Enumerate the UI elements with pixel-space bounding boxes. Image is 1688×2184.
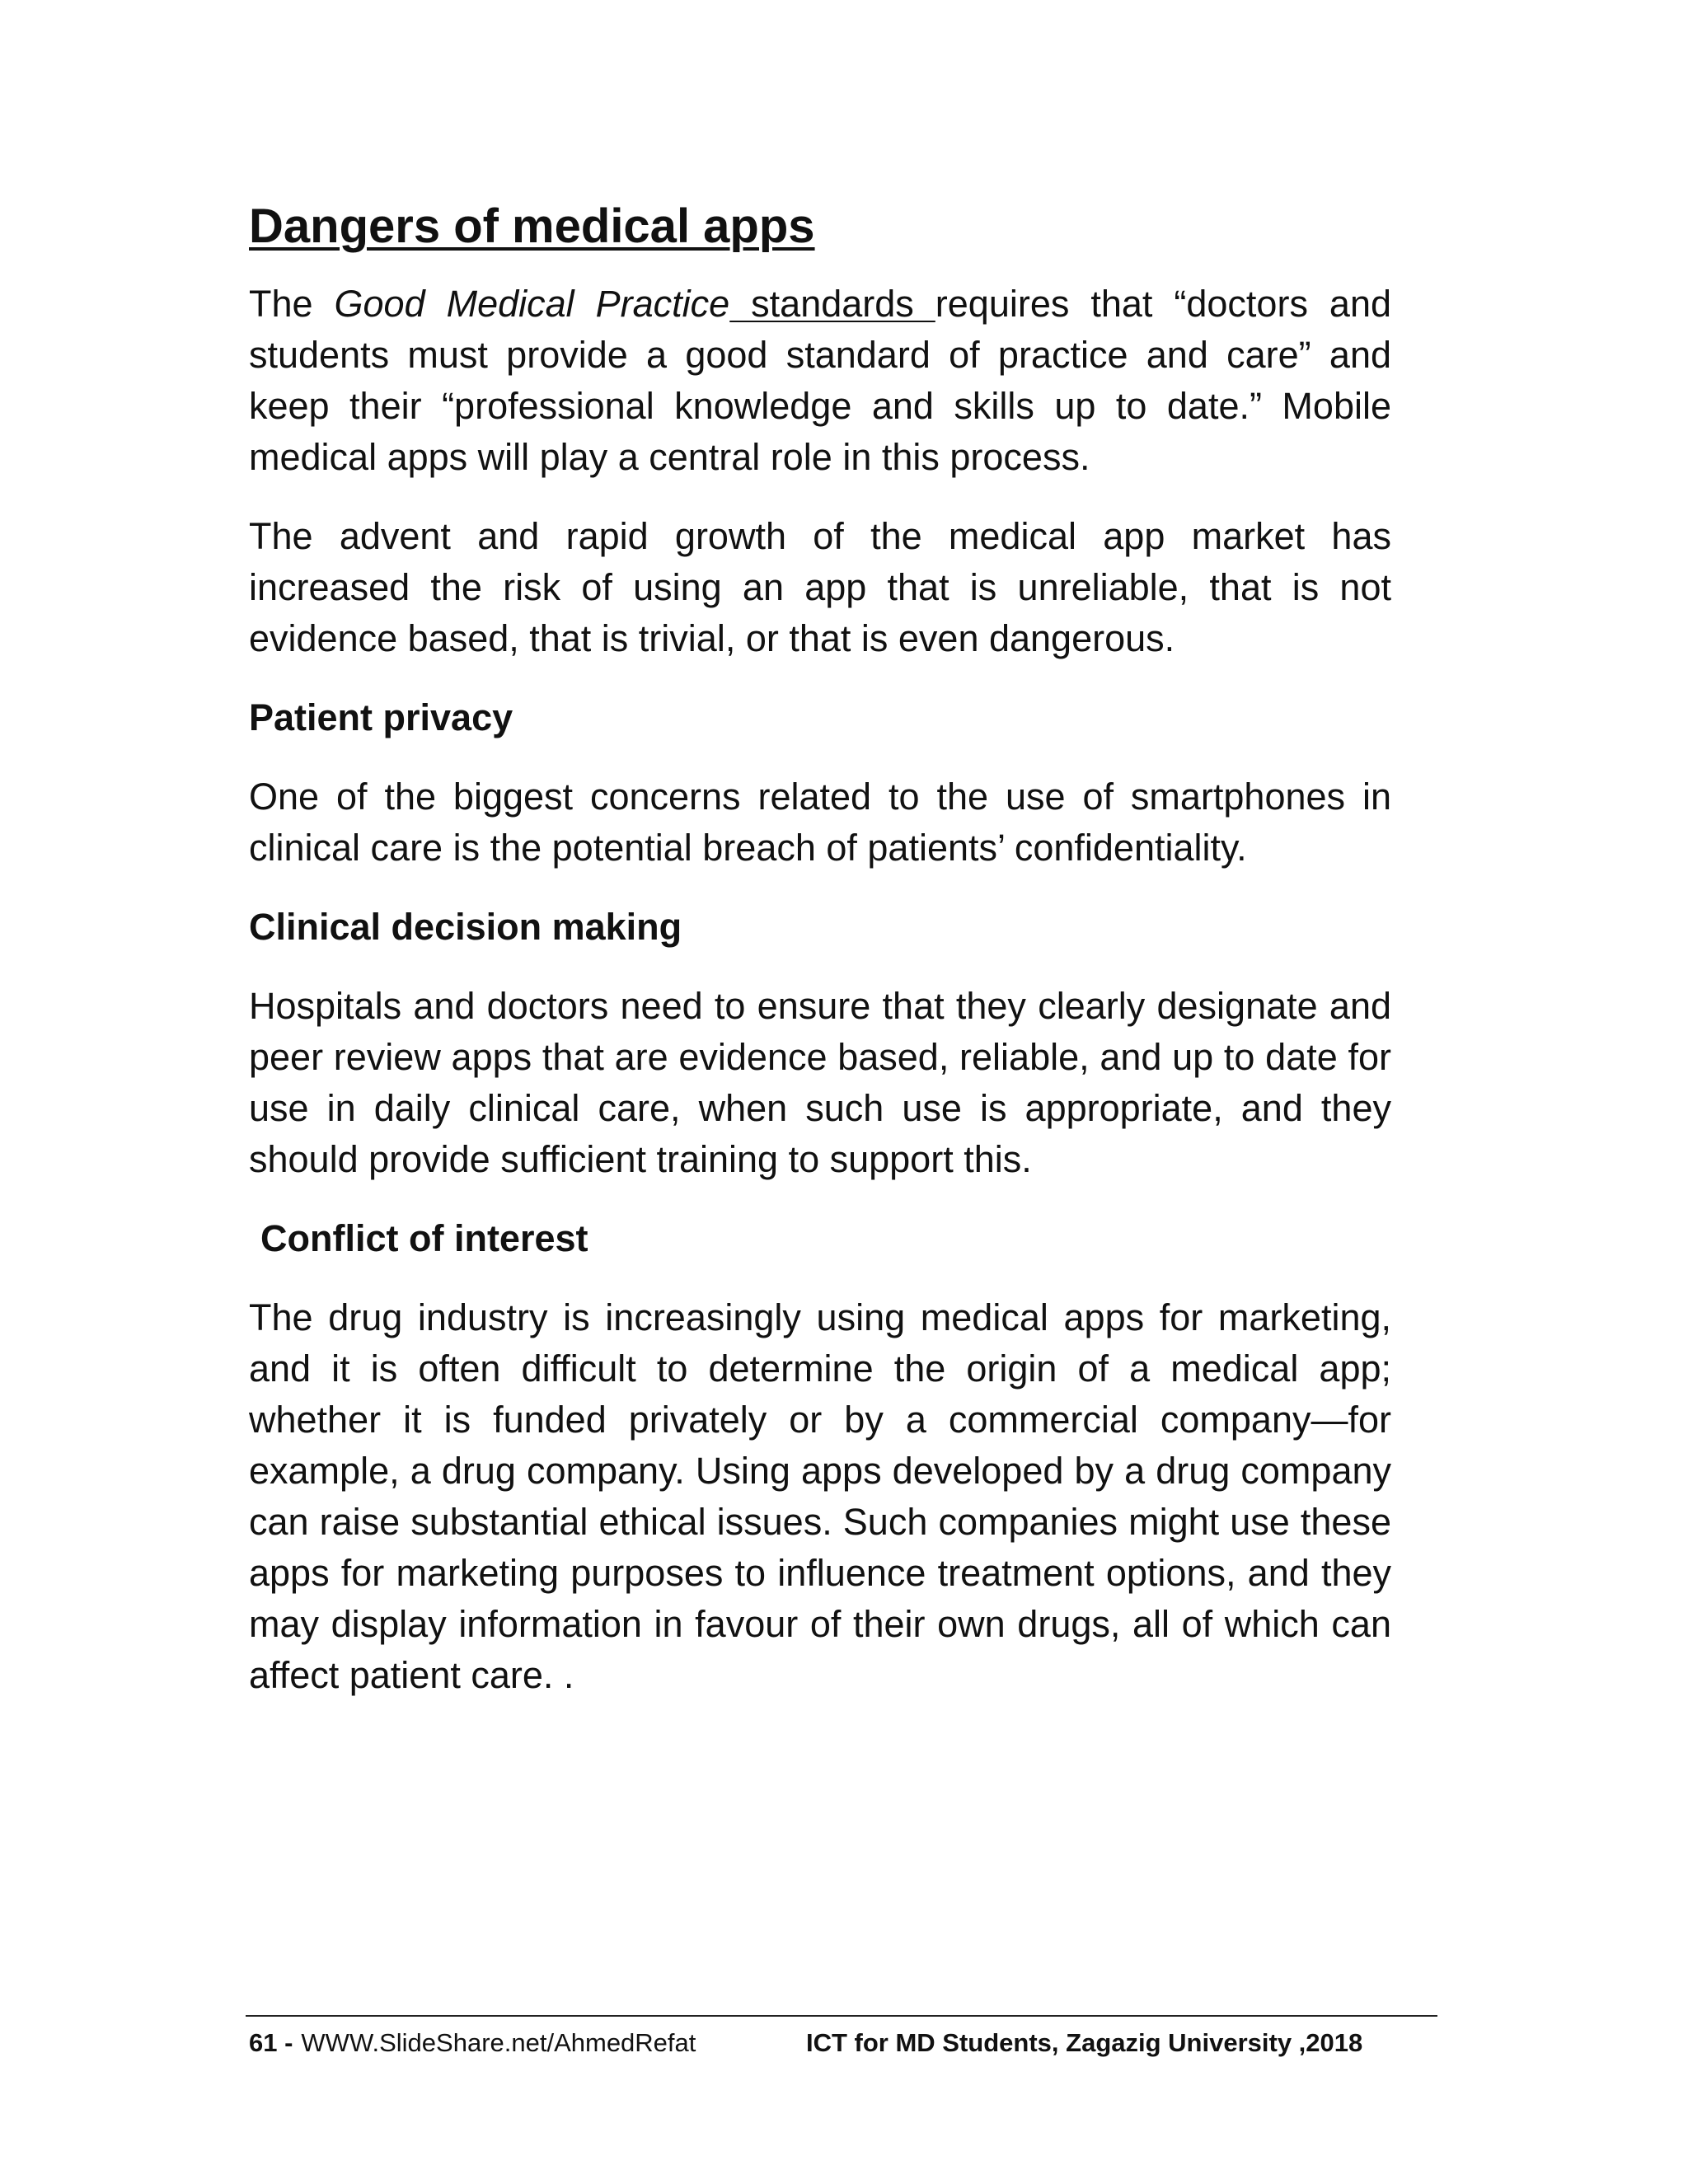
conflict-of-interest-paragraph: The drug industry is increasingly using medical apps for marketing, and it is often difficult to determine the origin of a medical app; whether it is funded privately or by a commercial company—for example, a drug company. Using apps developed by a drug company can raise substantial ethical issues. Such companies might use these apps for marketing purposes to influence treatment options, and they may display information in favour of their own drugs, all of which can affect patient care. . xyxy=(249,1296,1391,1696)
footer-source-link: WWW.SlideShare.net/AhmedRefat xyxy=(301,2028,696,2057)
patient-privacy-heading: Patient privacy xyxy=(249,696,513,738)
page-number: 61 - xyxy=(249,2028,293,2057)
page-content xyxy=(249,198,1391,1701)
market-growth-paragraph: The advent and rapid growth of the medical app market has increased the risk of using an app that is unreliable, that is not evidence based, that is trivial, or that is even dangerous. xyxy=(249,515,1391,659)
intro-lead: The xyxy=(249,283,335,325)
footer-divider xyxy=(246,2015,1437,2017)
footer-course-title: ICT for MD Students, Zagazig University ,2018 xyxy=(806,2028,1363,2057)
conflict-of-interest-heading: Conflict of interest xyxy=(260,1217,588,1259)
intro-paragraph xyxy=(249,279,1391,483)
clinical-decision-paragraph: Hospitals and doctors need to ensure that they clearly designate and peer review apps that are evidence based, reliable, and up to date for use in daily clinical care, when such use is appropriate, and they should provide sufficient training to support this. xyxy=(249,985,1391,1180)
patient-privacy-paragraph: One of the biggest concerns related to the use of smartphones in clinical care is the potential breach of patients’ confidentiality. xyxy=(249,776,1391,869)
standards-text: standards xyxy=(729,283,935,325)
page-title: Dangers of medical apps xyxy=(249,199,815,253)
clinical-decision-heading: Clinical decision making xyxy=(249,906,682,948)
intro-rest: requires that “doctors and students must provide a good standard of practice and care” and keep their “professional knowledge and skills up to date.” Mobile medical apps will play a central role in this process. xyxy=(249,283,1392,478)
good-medical-practice-text: Good Medical Practice xyxy=(334,283,730,325)
page-footer xyxy=(249,2022,1436,2064)
